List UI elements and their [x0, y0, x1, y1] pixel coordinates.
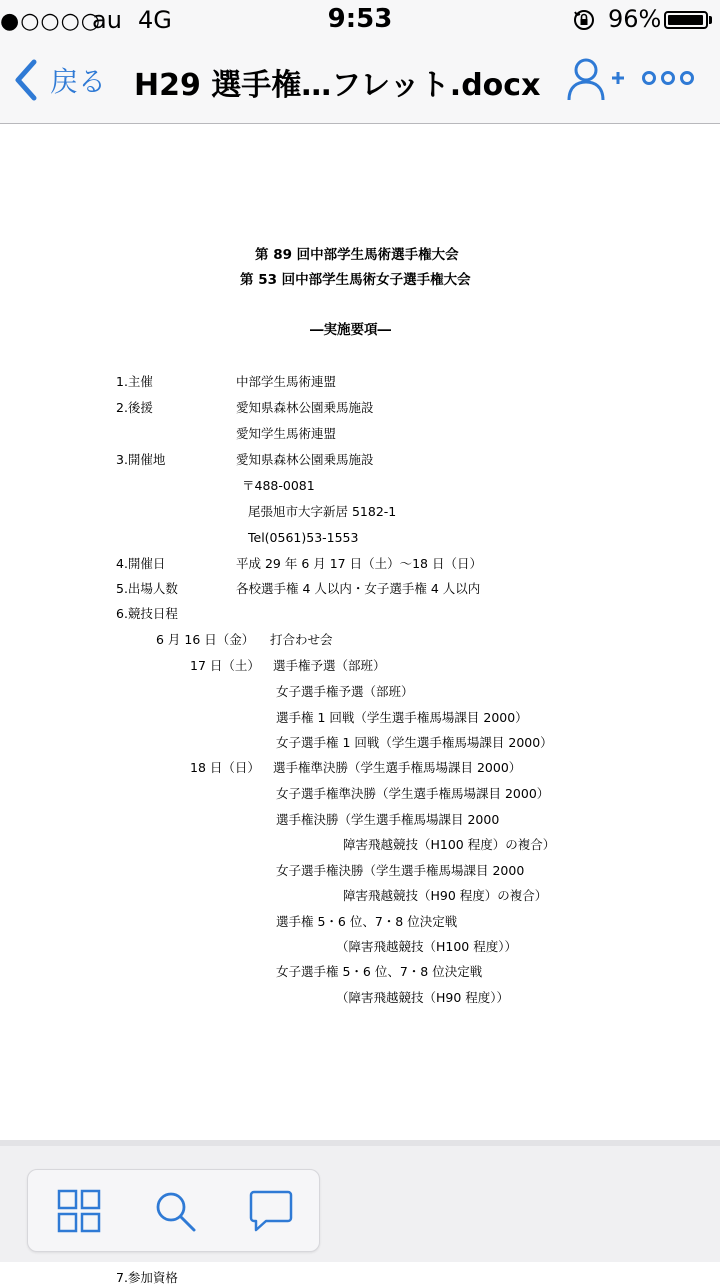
add-person-icon[interactable]: [566, 56, 626, 104]
item-5-label: 5.出場人数: [116, 581, 178, 596]
schedule-date-18: 18 日（日）: [190, 760, 260, 775]
schedule-event: 女子選手権 5・6 位、7・8 位決定戦: [276, 964, 483, 979]
more-icon[interactable]: [642, 66, 694, 90]
next-page: [0, 1262, 720, 1285]
schedule-event-cont: （障害飛越競技（H90 程度））: [336, 990, 510, 1005]
page-separator-shadow: [0, 1140, 720, 1146]
schedule-event: 女子選手権決勝（学生選手権馬場課目 2000: [276, 863, 525, 878]
document-page: [0, 124, 720, 1140]
item-1-value: 中部学生馬術連盟: [236, 374, 337, 389]
back-label: 戻る: [50, 65, 107, 98]
item-4-value: 平成 29 年 6 月 17 日（土）～18 日（日）: [236, 556, 482, 571]
schedule-event: 女子選手権 1 回戦（学生選手権馬場課目 2000）: [276, 735, 553, 750]
battery-icon: [664, 11, 708, 29]
item-3-value-3: 尾張旭市大字新居 5182-1: [248, 504, 397, 519]
comment-icon[interactable]: [248, 1188, 294, 1234]
schedule-event: 選手権 1 回戦（学生選手権馬場課目 2000）: [276, 710, 528, 725]
navigation-bar: [0, 40, 720, 124]
back-button[interactable]: [12, 54, 106, 106]
schedule-event: 選手権準決勝（学生選手権馬場課目 2000）: [273, 760, 522, 775]
search-icon[interactable]: [152, 1188, 198, 1234]
battery-tip: [709, 16, 712, 24]
grid-icon[interactable]: [56, 1188, 102, 1234]
item-4-label: 4.開催日: [116, 556, 166, 571]
status-bar: [0, 0, 720, 40]
schedule-event: 打合わせ会: [270, 632, 333, 647]
item-2-value-1: 愛知県森林公園乗馬施設: [236, 400, 374, 415]
doc-title-1: 第 89 回中部学生馬術選手権大会: [255, 247, 459, 263]
rotation-lock-icon: [573, 9, 595, 31]
network-type: 4G: [138, 6, 172, 34]
chevron-left-icon: [12, 58, 40, 102]
bottom-toolbar: [27, 1169, 320, 1252]
item-2-value-2: 愛知学生馬術連盟: [236, 426, 337, 441]
item-3-value-1: 愛知県森林公園乗馬施設: [236, 452, 374, 467]
item-2-label: 2.後援: [116, 400, 153, 415]
battery-percent: 96%: [608, 5, 662, 33]
signal-strength: ●○○○○: [0, 9, 101, 34]
schedule-event: 選手権決勝（学生選手権馬場課目 2000: [276, 812, 500, 827]
next-page-text: 7.参加資格: [116, 1270, 178, 1285]
battery-level: [668, 15, 703, 25]
item-3-value-4: Tel(0561)53-1553: [248, 530, 359, 545]
item-3-value-2: 〒488-0081: [242, 478, 315, 493]
item-6-label: 6.競技日程: [116, 606, 178, 621]
item-3-label: 3.開催地: [116, 452, 166, 467]
schedule-date-17: 17 日（土）: [190, 658, 260, 673]
item-1-label: 1.主催: [116, 374, 153, 389]
document-title: H29 選手権…フレット.docx: [134, 68, 541, 103]
schedule-event: 選手権予選（部班）: [273, 658, 386, 673]
item-5-value: 各校選手権 4 人以内・女子選手権 4 人以内: [236, 581, 481, 596]
carrier-name: au: [92, 6, 122, 34]
doc-subtitle: ―実施要項―: [310, 322, 391, 338]
schedule-event: 女子選手権準決勝（学生選手権馬場課目 2000）: [276, 786, 550, 801]
schedule-date-16: 6 月 16 日（金）: [156, 632, 255, 647]
schedule-event-cont: 障害飛越競技（H90 程度）の複合）: [343, 888, 548, 903]
schedule-event: 女子選手権予選（部班）: [276, 684, 414, 699]
clock: 9:53: [327, 4, 393, 34]
doc-title-2: 第 53 回中部学生馬術女子選手権大会: [240, 272, 471, 288]
schedule-event-cont: 障害飛越競技（H100 程度）の複合）: [343, 837, 556, 852]
schedule-event-cont: （障害飛越競技（H100 程度））: [336, 939, 517, 954]
schedule-event: 選手権 5・6 位、7・8 位決定戦: [276, 914, 458, 929]
